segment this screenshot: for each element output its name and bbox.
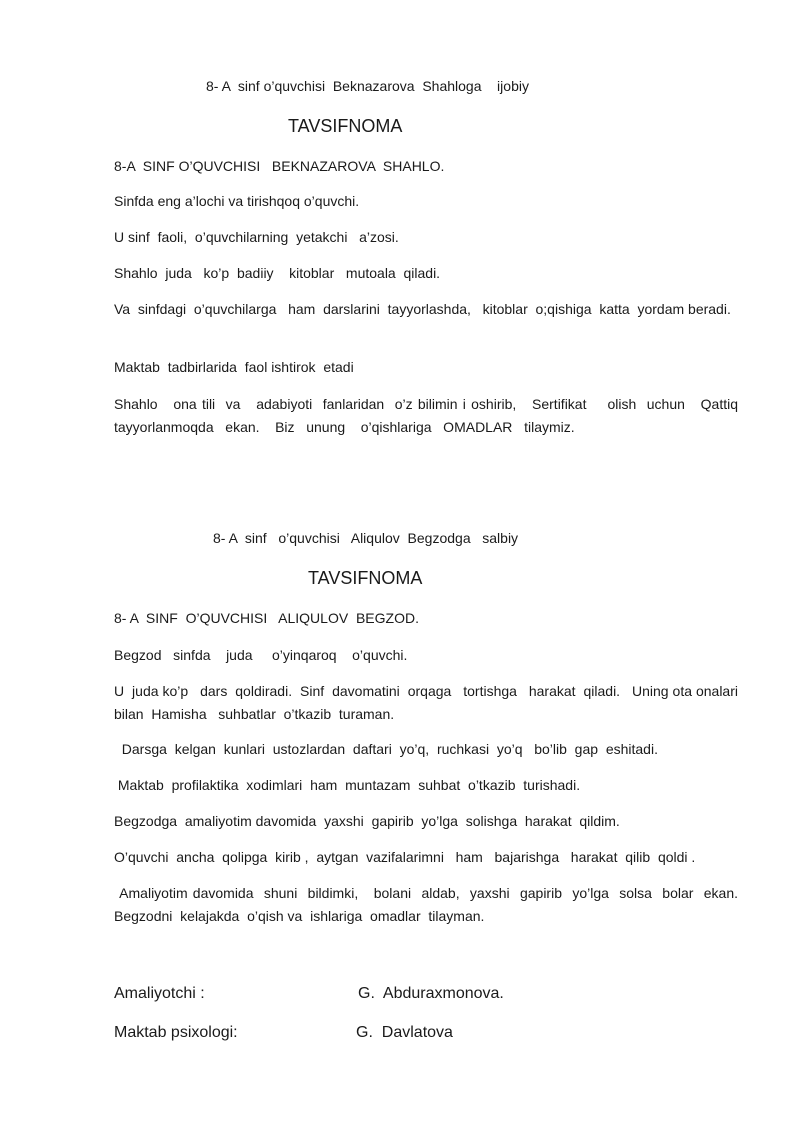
section2-paragraph: Begzodga amaliyotim davomida yaxshi gapirib yo’lga solishga harakat qildim. [114, 813, 620, 829]
section2-paragraph: Maktab profilaktika xodimlari ham muntazam suhbat o’tkazib turishadi. [114, 777, 581, 793]
section2-heading: 8- A sinf o’quvchisi Aliqulov Begzodga salbiy [213, 530, 519, 546]
psychologist-name: G. Davlatova [356, 1024, 453, 1041]
psychologist-label: Maktab psixologi: [114, 1024, 238, 1041]
section1-paragraph: Va sinfdagi o’quvchilarga ham darslarini tayyorlashda, kitoblar o;qishiga katta yordam beradi. [114, 301, 731, 317]
practitioner-label: Amaliyotchi : [114, 985, 205, 1002]
section1-name-line: 8-A SINF O’QUVCHISI BEKNAZAROVA SHAHLO. [114, 158, 445, 174]
section2-paragraph: Darsga kelgan kunlari ustozlardan daftari yo’q, ruchkasi yo’q bo’lib gap eshitadi. [114, 741, 658, 757]
section2-paragraph: Amaliyotim davomida shuni bildimki, bolani aldab, yaxshi gapirib yo’lga solsa bolar ekan. Begzodni kelajakda o’qish va ishlariga omadlar tilayman. [114, 885, 742, 924]
section1-paragraph: Shahlo juda ko’p badiiy kitoblar mutoala qiladi. [114, 265, 441, 281]
section2-paragraph: O’quvchi ancha qolipga kirib , aytgan vazifalarimni ham bajarishga harakat qilib qoldi . [114, 849, 696, 865]
section2-name-line: 8- A SINF O’QUVCHISI ALIQULOV BEGZOD. [114, 610, 419, 626]
section2-title: TAVSIFNOMA [308, 568, 423, 588]
section1-paragraph: Sinfda eng a’lochi va tirishqoq o’quvchi. [114, 193, 360, 209]
section2-paragraph: U juda ko’p dars qoldiradi. Sinf davomatini orqaga tortishga harakat qiladi. Uning ota onalari bilan Hamisha suhbatlar o’tkazib turaman. [114, 683, 742, 722]
section2-paragraph: Begzod sinfda juda o’yinqaroq o’quvchi. [114, 647, 408, 663]
section1-paragraph: Shahlo ona tili va adabiyoti fanlaridan o’z bilimin i oshirib, Sertifikat olish uchun Qattiq tayyorlanmoqda ekan. Biz unung o’qishlariga OMADLAR tilaymiz. [114, 396, 742, 435]
practitioner-name: G. Abduraxmonova. [358, 985, 504, 1002]
section1-paragraph: U sinf faoli, o’quvchilarning yetakchi a’zosi. [114, 229, 399, 245]
section1-title: TAVSIFNOMA [288, 116, 403, 136]
section1-paragraph: Maktab tadbirlarida faol ishtirok etadi [114, 359, 354, 375]
section1-heading: 8- A sinf o’quvchisi Beknazarova Shahloga ijobiy [206, 78, 529, 94]
